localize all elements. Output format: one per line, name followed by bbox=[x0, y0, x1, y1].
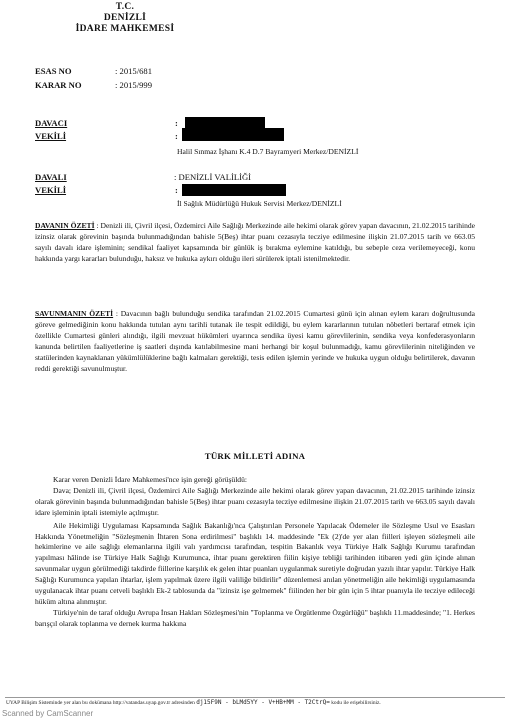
davali-address: İl Sağlık Müdürlüğü Hukuk Servisi Merkez/DENİZLİ bbox=[177, 199, 342, 208]
header-court: İDARE MAHKEMESİ bbox=[75, 24, 175, 34]
davanin-ozeti-paragraph bbox=[35, 221, 475, 265]
esas-no-value: : 2015/681 bbox=[115, 66, 153, 76]
karar-no-value: : 2015/999 bbox=[115, 80, 153, 90]
decision-paragraph-3: Aile Hekimliği Uygulaması Kapsamında Sağlık Bakanlığı'nca Çalıştırılan Personele Yapılacak Ödemeler ile Sözleşme Usul ve Esasları Hakkında Yönetmeliğin "Sözleşmenin İhtaren Sona erdirilmesi" başlıklı 14. maddesinde "Ek (2)'de yer alan fiilleri işleyen sözleşmeli aile hekimlerine ve aile sağlığı elemanlarına ilgili valı yardımcısı tarafından, tespitin Bakanlık veya Türkiye Halk Sağlığı Kurumu tarafından yapılması hâlinde ise Türkiye Halk Sağlığı Kurumunca, ihtar puanı gerektiren fiilin kişiye tebliği tarihinden itibaren yedi gün içinde alınan savunmalar uygun görülmediği takdirde fiillerine karşılık ek gelen ihtar puanları uygulanmak suretiyle doğrudan yazılı ihtar yapılır. Türkiye Halk Sağlığı Kurumunca yapılan ihtarlar, işlem yapılmak üzere ilgili valiliğe bildirilir" düzenlemesi anılan yönetmeliğin aile hekimliği uygulamasında uygulanacak ihtar puanı cetveli başlıklı Ek-2 tablosunda da "izinsiz işe gelmemek" fiilinden her bir gün için 5 ihtar puanıyla ile tecziye edileceği hüküm altına alınmıştır. bbox=[35, 520, 475, 606]
davaci-label: DAVACI bbox=[35, 118, 68, 128]
davali-label: DAVALI bbox=[35, 172, 67, 182]
davaci-colon: : bbox=[175, 118, 178, 128]
case-numbers bbox=[35, 66, 235, 94]
decision-paragraph-4: Türkiye'nin de taraf olduğu Avrupa İnsan Hakları Sözleşmesi'nin "Toplanma ve Örgütlenme Özgürlüğü" başlıklı 11.maddesinde; "1. Herkes barışçıl olarak toplanma ve dernek kurma hakkına bbox=[35, 607, 475, 628]
decision-body bbox=[35, 475, 475, 630]
footer-rule bbox=[5, 697, 505, 698]
camscanner-watermark: Scanned by CamScanner bbox=[2, 709, 94, 718]
decision-title: TÜRK MİLLETİ ADINA bbox=[204, 451, 306, 461]
savunmanin-ozeti-paragraph bbox=[35, 309, 475, 374]
karar-no-label: KARAR NO bbox=[35, 80, 82, 90]
decision-paragraph-1: Karar veren Denizli İdare Mahkemesi'nce işin gereği görüşüldü: bbox=[53, 475, 247, 484]
davaci-vekili-label: VEKİLİ bbox=[35, 131, 67, 141]
header-tc: T.C. bbox=[115, 2, 135, 12]
court-header bbox=[40, 2, 210, 34]
esas-no-label: ESAS NO bbox=[35, 66, 72, 76]
davanin-ozeti-text: : Denizli ili, Çivril ilçesi, Özdemirci Aile Sağlığı Merkezinde aile hekimi olarak görev yapan davacının, 21.02.2015 tarihinde izinsiz olarak görevinin başında bulunmadığından bahisle 5(Beş) ihtar puanı cezasıyla tecziye edilmesine ilişkin 21.07.2015 tarih ve 663.05 sayılı davalı idare işleminin; sendikal faaliyet kapsamında bir günlük iş bırakma eylemine katıldığı, bu sebeple ceza verilemeyeceği, konu hakkında yargı kararları bulunduğu, haksız ve hukuka aykırı olduğu ileri sürülerek iptali istenilmektedir. bbox=[35, 221, 475, 263]
uyap-footer-suffix: kodu ile erişebilirsiniz. bbox=[331, 700, 381, 706]
davaci-vekili-colon: : bbox=[175, 131, 178, 141]
decision-paragraph-2: Dava; Denizli ili, Çivril ilçesi, Özdemirci Aile Sağlığı Merkezinde aile hekimi olarak görev yapan davacının, 21.02.2015 tarihinde izinsiz olarak görevinin başında bulunmadığından bahisle 5(Beş) ihtar puanı cezasıyla tecziye edilmesine ilişkin 21.07.2015 tarih ve 663.05 sayılı davalı idare işleminin iptali istemiyle açılmıştır. bbox=[35, 485, 475, 517]
davali-vekili-colon: : bbox=[175, 185, 178, 195]
davali-vekili-redaction bbox=[182, 184, 286, 196]
uyap-footer bbox=[6, 699, 506, 706]
davaci-address: Halil Sınmaz İşhanı K.4 D.7 Bayramyeri Merkez/DENİZLİ bbox=[177, 147, 359, 156]
header-city: DENİZLİ bbox=[103, 13, 147, 23]
davali-value: : DENİZLİ VALİLİĞİ bbox=[174, 172, 252, 182]
savunmanin-ozeti-label: SAVUNMANIN ÖZETİ bbox=[35, 309, 114, 318]
davali-vekili-label: VEKİLİ bbox=[35, 185, 67, 195]
savunmanin-ozeti-text: : Davacının bağlı bulunduğu sendika tarafından 21.02.2015 Cumartesi günü için alınan eylem kararı doğrultusunda göreve gelmediğinin konu hakkında tutulan aynı tarihli tutanak ile tespit edildiği, bu eylem kararlarının tutulan nöbetleri bertaraf etmek için özellikle Cumartesi günleri alındığı, ilgili mevzuat hükümleri uyarınca sendika üyesi kamu görevlilerinin, sendika veya konfederasyonların kanunda belirtilen faaliyetlerine iş saatleri dışında katılabilmesine mani herhangi bir koşul bulunmadığı, kamu görevlilerinin niteliğinden ve statülerinden kaynaklanan yükümlülüklerine bağlı kalmaları gerektiği, tesis edilen işlemin yerinde ve hukuka uygun olduğu belirtilerek, davanın reddi gerektiği savunulmuştur. bbox=[35, 309, 475, 373]
uyap-footer-text: UYAP Bilişim Sisteminde yer alan bu dokümana http://vatandas.uyap.gov.tr adresinden bbox=[6, 700, 195, 706]
davanin-ozeti-label: DAVANIN ÖZETİ bbox=[35, 221, 95, 230]
davaci-vekili-redaction bbox=[182, 128, 284, 141]
uyap-access-code: dj15F9N - bLMd5YY - V+HB+MM - T2CtrQ= bbox=[196, 699, 330, 706]
